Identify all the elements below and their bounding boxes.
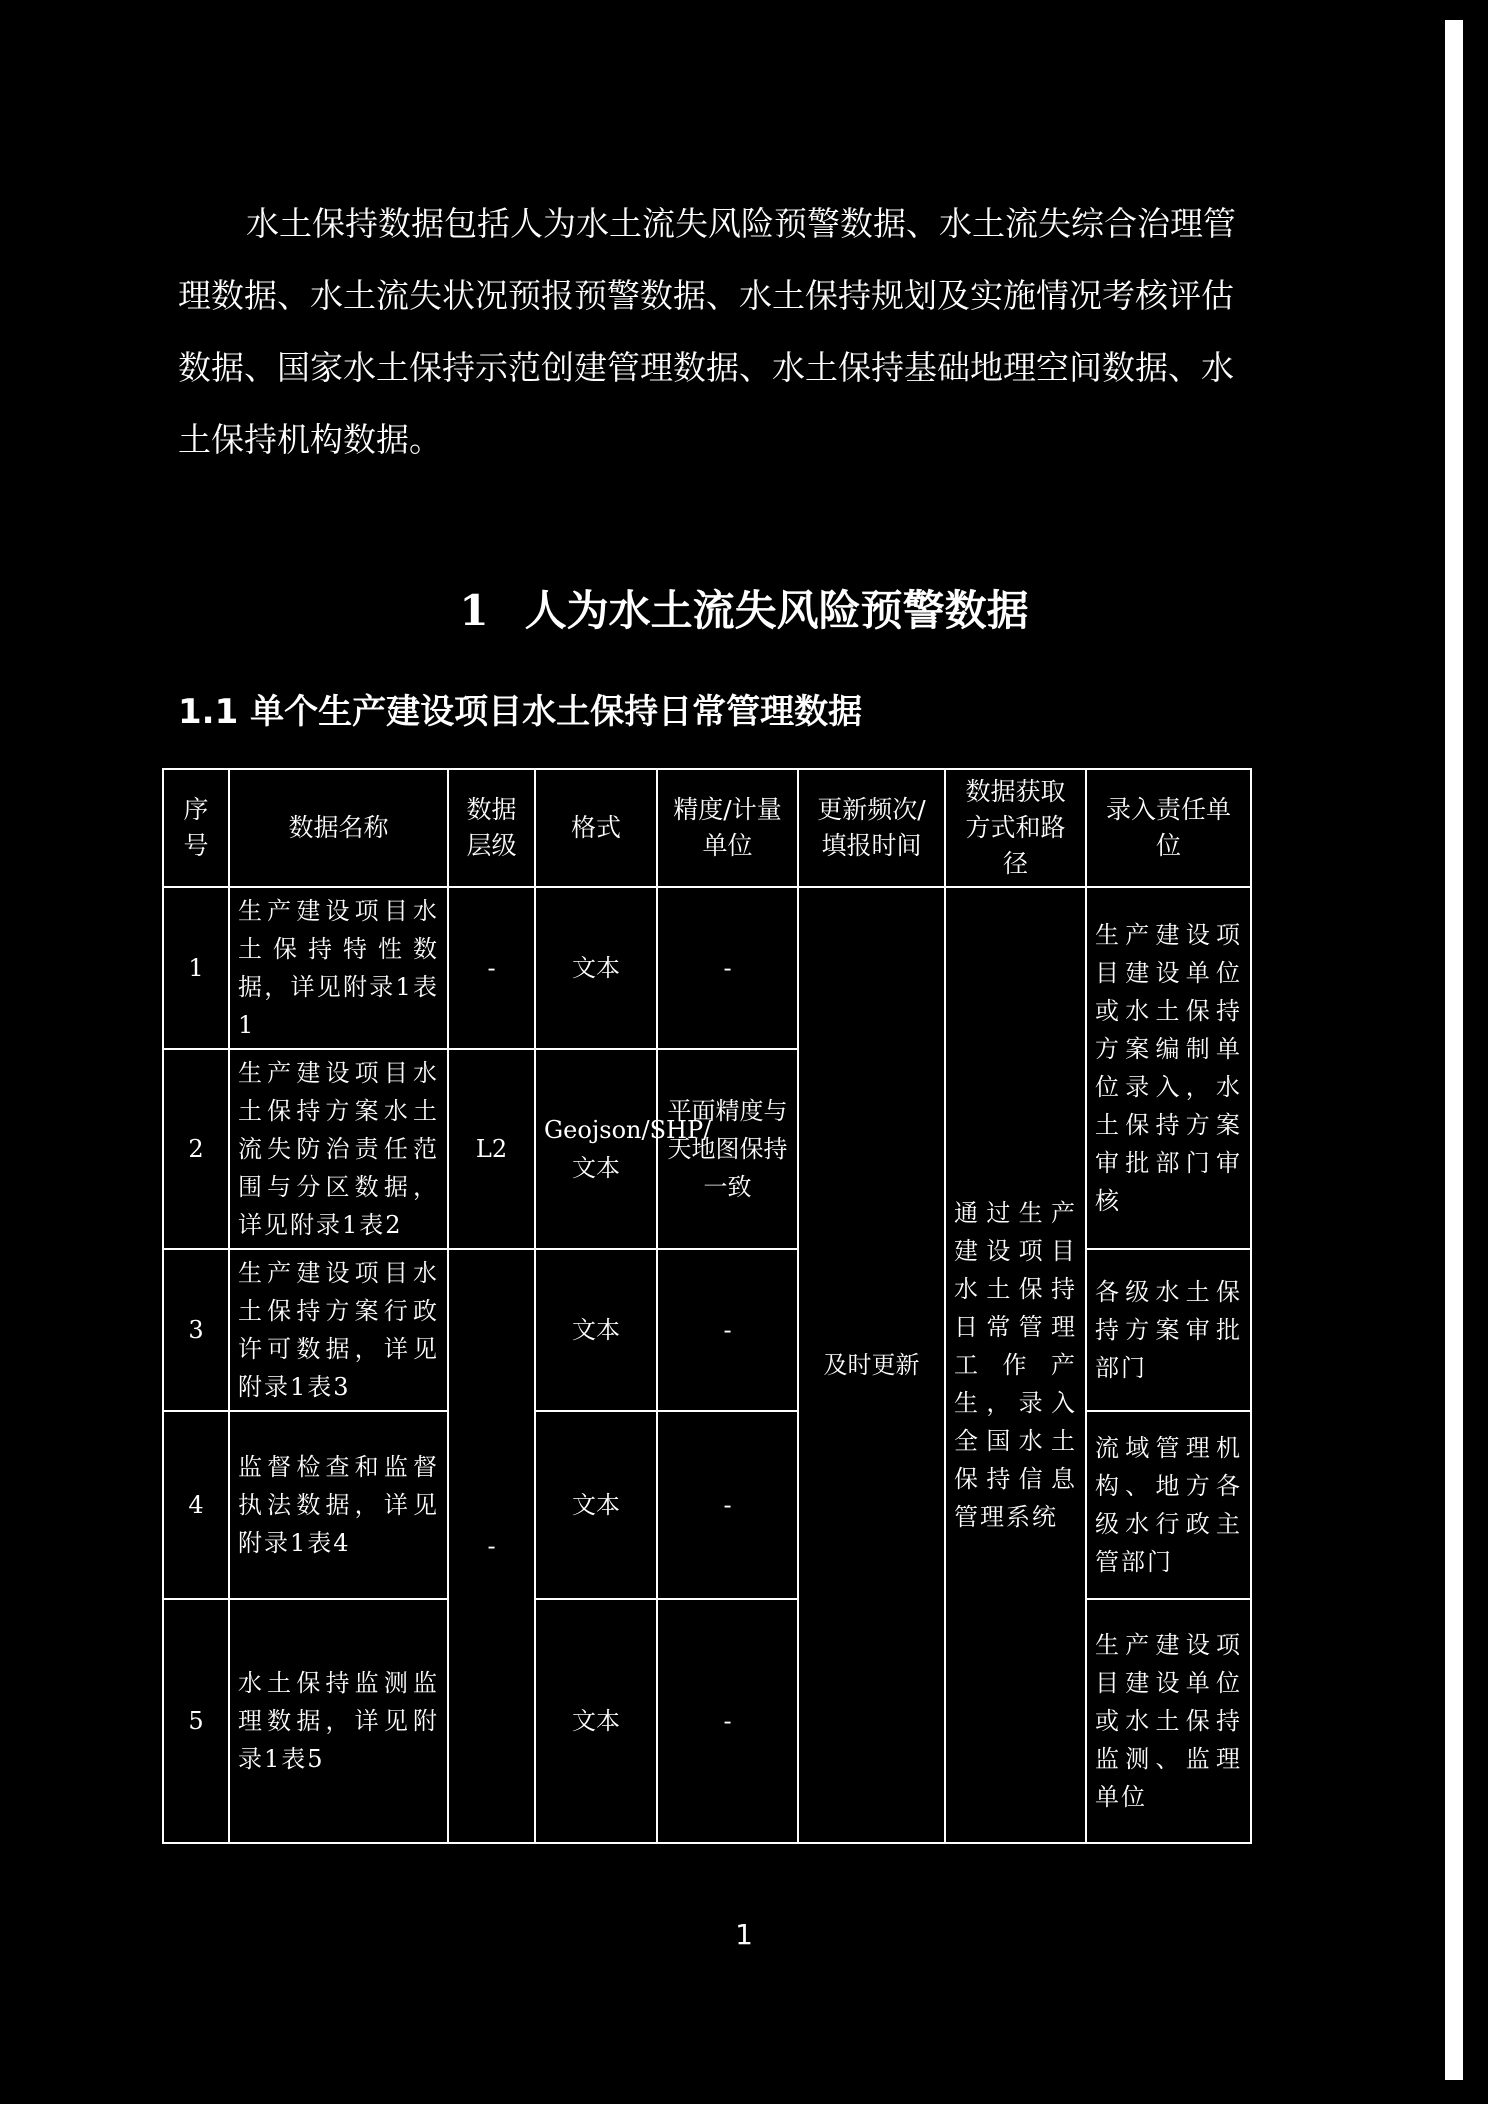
table-row [163,1599,1251,1843]
header-cell: 数据名称 [229,769,448,887]
subsection-heading: 1.1 单个生产建设项目水土保持日常管理数据 [178,692,863,732]
header-cell: 数据获取方式和路径 [945,769,1086,887]
table-header-row [163,769,1251,887]
data-level-cell: - [448,1249,535,1843]
data-name-cell: 监督检查和监督执法数据，详见附录1表4 [229,1411,448,1599]
row-number: 4 [163,1411,229,1599]
row-number: 5 [163,1599,229,1843]
format-cell: 文本 [535,887,657,1049]
header-cell: 序号 [163,769,229,887]
section-number: 1 [459,586,489,635]
precision-cell: - [657,1249,798,1411]
header-cell: 更新频次/填报时间 [798,769,945,887]
format-cell: 文本 [535,1599,657,1843]
header-cell: 数据层级 [448,769,535,887]
data-level-cell: - [448,887,535,1049]
responsible-unit-cell: 生产建设项目建设单位或水土保持监测、监理单位 [1086,1599,1251,1843]
table-row [163,1249,1251,1411]
format-cell: Geojson/SHP/文本 [535,1049,657,1249]
row-number: 2 [163,1049,229,1249]
responsible-unit-cell: 流域管理机构、地方各级水行政主管部门 [1086,1411,1251,1599]
acquisition-method-cell: 通过生产建设项目水土保持日常管理工作产生，录入全国水土保持信息管理系统 [945,887,1086,1843]
update-frequency-cell: 及时更新 [798,887,945,1843]
page-edge-bar [1445,20,1463,2080]
data-level-cell: L2 [448,1049,535,1249]
format-cell: 文本 [535,1249,657,1411]
section-heading [0,578,1488,638]
precision-cell: - [657,1411,798,1599]
responsible-unit-cell: 各级水土保持方案审批部门 [1086,1249,1251,1411]
header-cell: 录入责任单位 [1086,769,1251,887]
table-row [163,1411,1251,1599]
precision-cell: - [657,1599,798,1843]
header-cell: 格式 [535,769,657,887]
precision-cell: - [657,887,798,1049]
data-name-cell: 水土保持监测监理数据，详见附录1表5 [229,1599,448,1843]
responsible-unit-cell: 生产建设项目建设单位或水土保持方案编制单位录入，水土保持方案审批部门审核 [1086,887,1251,1249]
page-number: 1 [735,1918,753,1951]
data-name-cell: 生产建设项目水土保持方案行政许可数据，详见附录1表3 [229,1249,448,1411]
precision-cell: 平面精度与天地图保持一致 [657,1049,798,1249]
data-table [162,768,1252,1844]
header-cell: 精度/计量单位 [657,769,798,887]
format-cell: 文本 [535,1411,657,1599]
intro-paragraph: 水土保持数据包括人为水土流失风险预警数据、水土流失综合治理管理数据、水土流失状况预报预警数据、水土保持规划及实施情况考核评估数据、国家水土保持示范创建管理数据、水土保持基础地理空间数据、水土保持机构数据。 [178,204,1236,459]
row-number: 3 [163,1249,229,1411]
section-title: 人为水土流失风险预警数据 [524,586,1029,635]
data-name-cell: 生产建设项目水土保持方案水土流失防治责任范围与分区数据，详见附录1表2 [229,1049,448,1249]
data-name-cell: 生产建设项目水土保持特性数据，详见附录1表1 [229,887,448,1049]
row-number: 1 [163,887,229,1049]
table-row [163,887,1251,1049]
